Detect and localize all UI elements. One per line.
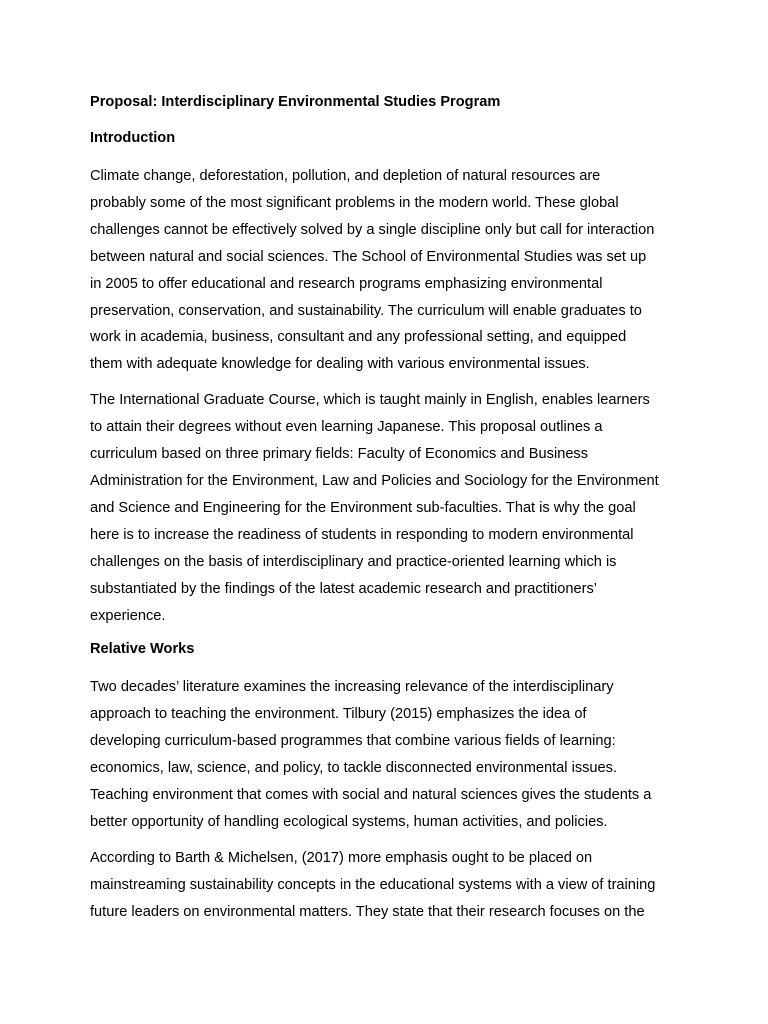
document-title: Proposal: Interdisciplinary Environmental Studies Program (90, 94, 501, 110)
text-line: challenges on the basis of interdisciplinary and practice-oriented learning which is (90, 553, 617, 570)
text-line: probably some of the most significant problems in the modern world. These global (90, 194, 619, 211)
text-line: to attain their degrees without even learning Japanese. This proposal outlines a (90, 419, 603, 436)
paragraph (90, 163, 682, 378)
text-line: here is to increase the readiness of students in responding to modern environmental (90, 526, 634, 543)
section-heading: Introduction (90, 130, 176, 146)
text-line: future leaders on environmental matters. They state that their research focuses on the (90, 903, 645, 920)
text-line: approach to teaching the environment. Tilbury (2015) emphasizes the idea of (90, 706, 587, 723)
text-line: curriculum based on three primary fields: Faculty of Economics and Business (90, 446, 589, 463)
text-line: According to Barth & Michelsen, (2017) more emphasis ought to be placed on (90, 849, 593, 866)
text-line: challenges cannot be effectively solved by a single discipline only but call for interaction (90, 221, 655, 238)
paragraph (90, 845, 682, 926)
text-line: mainstreaming sustainability concepts in the educational systems with a view of training (90, 876, 656, 893)
text-line: developing curriculum-based programmes that combine various fields of learning: (90, 733, 616, 750)
section-heading: Relative Works (90, 641, 195, 658)
document-body (90, 91, 682, 935)
paragraph (90, 387, 682, 629)
text-line: Teaching environment that comes with social and natural sciences gives the students a (90, 787, 652, 804)
text-line: substantiated by the findings of the latest academic research and practitioners’ (90, 580, 598, 597)
text-line: preservation, conservation, and sustainability. The curriculum will enable graduates to (90, 302, 642, 319)
paragraph (90, 674, 682, 835)
text-line: experience. (90, 607, 166, 624)
text-line: and Science and Engineering for the Environment sub-faculties. That is why the goal (90, 499, 636, 516)
text-line: better opportunity of handling ecological systems, human activities, and policies. (90, 813, 608, 830)
text-line: Two decades’ literature examines the increasing relevance of the interdisciplinary (90, 679, 614, 696)
text-line: Administration for the Environment, Law and Policies and Sociology for the Environment (90, 472, 659, 489)
text-line: Climate change, deforestation, pollution, and depletion of natural resources are (90, 168, 601, 184)
text-line: between natural and social sciences. The School of Environmental Studies was set up (90, 248, 647, 265)
text-line: The International Graduate Course, which is taught mainly in English, enables learners (90, 392, 650, 409)
text-line: work in academia, business, consultant and any professional setting, and equipped (90, 329, 627, 346)
text-line: economics, law, science, and policy, to tackle disconnected environmental issues. (90, 760, 617, 777)
text-line: in 2005 to offer educational and research programs emphasizing environmental (90, 275, 603, 292)
text-line: them with adequate knowledge for dealing with various environmental issues. (90, 356, 590, 373)
